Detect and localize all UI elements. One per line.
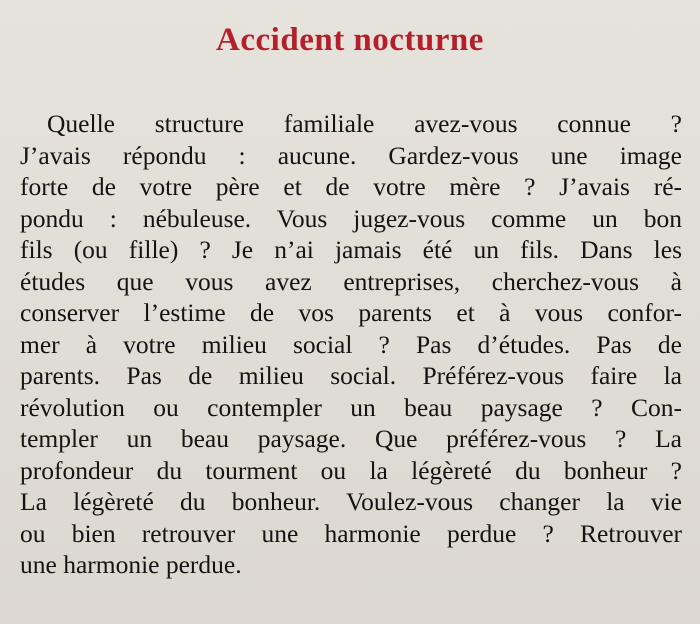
text-line: fils (ou fille) ? Je n’ai jamais été un fils. Dans les [20, 235, 682, 264]
text-line: templer un beau paysage. Que préférez-vous ? La [20, 424, 682, 453]
text-line: conserver l’estime de vos parents et à vous confor- [20, 298, 682, 327]
text-line: révolution ou contempler un beau paysage ? Con- [20, 392, 682, 422]
body-paragraph [20, 108, 682, 581]
text-line: mer à votre milieu social ? Pas d’études. Pas de [20, 329, 682, 359]
text-line: La légèreté du bonheur. Voulez-vous changer la vie [20, 487, 682, 516]
text-line: pondu : nébuleuse. Vous jugez-vous comme un bon [20, 203, 682, 233]
text-line: parents. Pas de milieu social. Préférez-vous faire la [20, 361, 682, 390]
text-line: J’avais répondu : aucune. Gardez-vous une image [20, 140, 682, 170]
text-line: ou bien retrouver une harmonie perdue ? Retrouver [20, 518, 682, 548]
chapter-title: Accident nocturne [216, 22, 484, 58]
text-line: une harmonie perdue. [20, 550, 242, 579]
text-line: études que vous avez entreprises, cherchez-vous à [20, 266, 682, 296]
text-line: Quelle structure familiale avez-vous connue ? [47, 109, 682, 138]
text-line: profondeur du tourment ou la légèreté du bonheur ? [20, 455, 682, 485]
text-line: forte de votre père et de votre mère ? J’avais ré- [20, 172, 682, 201]
